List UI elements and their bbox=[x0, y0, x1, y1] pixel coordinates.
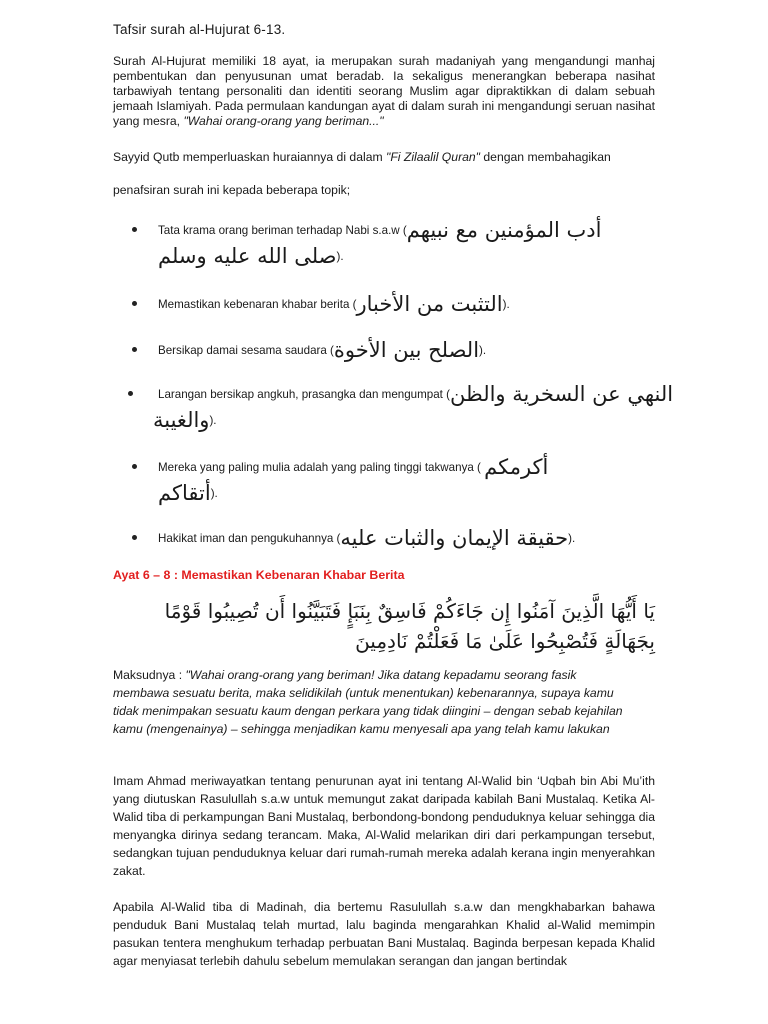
list-item-arabic-continued: أتقاكم bbox=[158, 481, 211, 505]
list-item-text: Bersikap damai sesama saudara ( bbox=[158, 344, 334, 357]
verse-line: بِجَهَالَةٍ فَتُصْبِحُوا عَلَىٰ مَا فَعَلْتُمْ نَادِمِينَ bbox=[355, 629, 655, 653]
intro-text: Surah Al-Hujurat memiliki 18 ayat, ia merupakan surah madaniyah yang mengandungi manhaj pembentukan dan penyusunan umat beradab. Ia sekaligus menerangkan beberapa nasihat tarbawiyah tentang personaliti dan identiti seorang Muslim agar dipraktikkan di dalam sebuah jemaah Islamiyah. Pada permulaan kandungan ayat di dalam surah ini mengandungi seruan nasihat yang mesra, bbox=[113, 54, 655, 128]
list-item-close: ). bbox=[336, 250, 344, 263]
translation-text: "Wahai orang-orang yang beriman! Jika datang kepadamu seorang fasik membawa sesuatu berita, maka selidikilah (untuk menentukan) kebenarannya, supaya kamu tidak menimpakan sesuatu kaum dengan perkara yang tidak diingini – dengan sebab kejahilan kamu (mengenainya) – sehingga menjadikan kamu menyesali apa yang telah kamu lakukan bbox=[113, 668, 623, 736]
list-item-arabic: حقيقة الإيمان والثبات عليه bbox=[340, 526, 569, 550]
intro-quote: "Wahai orang-orang yang beriman..." bbox=[183, 114, 384, 128]
list-item-text: Larangan bersikap angkuh, prasangka dan mengumpat ( bbox=[158, 388, 450, 401]
bullet-dot bbox=[132, 227, 137, 232]
verse-translation bbox=[113, 666, 633, 738]
verse-line: يَا أَيُّهَا الَّذِينَ آمَنُوا إِن جَاءَكُمْ فَاسِقٌ بِنَبَإٍ فَتَبَيَّنُوا أَن تُصِيبُوا قَوْمًا bbox=[164, 599, 655, 623]
list-item-arabic: الصلح بين الأخوة bbox=[333, 338, 480, 362]
document-title: Tafsir surah al-Hujurat 6-13. bbox=[113, 22, 286, 37]
sayyid-paragraph bbox=[113, 150, 655, 165]
apabila-paragraph: Apabila Al-Walid tiba di Madinah, dia bertemu Rasulullah s.a.w dan mengkhabarkan bahawa penduduk Bani Mustalaq telah murtad, lalu baginda mengarahkan Khalid al-Walid memimpin pasukan tentera menghukum terhadap perbuatan Bani Mustalaq. Baginda berpesan kepada Khalid agar menyiasat terlebih dahulu sebelum memulakan serangan dan jangan bertindak bbox=[113, 900, 655, 968]
list-item-text: Mereka yang paling mulia adalah yang paling tinggi takwanya ( bbox=[158, 461, 485, 474]
list-item-arabic-continued: والغيبة bbox=[153, 408, 210, 432]
bullet-dot bbox=[132, 464, 137, 469]
bullet-dot bbox=[128, 391, 133, 396]
list-item-arabic-continued: صلى الله عليه وسلم bbox=[158, 244, 337, 268]
list-item-close: ). bbox=[210, 487, 218, 500]
sayyid-paragraph-line2: penafsiran surah ini kepada beberapa topik; bbox=[113, 183, 351, 197]
bullet-dot bbox=[132, 535, 137, 540]
list-item-arabic: التثبت من الأخبار bbox=[356, 292, 503, 316]
list-item-text: Tata krama orang beriman terhadap Nabi s.a.w ( bbox=[158, 224, 407, 237]
section-heading: Ayat 6 – 8 : Memastikan Kebenaran Khabar Berita bbox=[113, 568, 405, 582]
sayyid-before: Sayyid Qutb memperluaskan huraiannya di dalam bbox=[113, 150, 387, 164]
list-item-close: ). bbox=[479, 344, 487, 357]
bullet-dot bbox=[132, 301, 137, 306]
list-item-close: ). bbox=[209, 414, 217, 427]
list-item-arabic: أدب المؤمنين مع نبيهم bbox=[406, 218, 602, 242]
list-item-close: ). bbox=[568, 532, 576, 545]
book-title: "Fi Zilaalil Quran" bbox=[386, 150, 481, 164]
list-item-arabic: النهي عن السخرية والظن bbox=[449, 382, 674, 406]
list-item-close: ). bbox=[502, 298, 510, 311]
list-item-text: Hakikat iman dan pengukuhannya ( bbox=[158, 532, 341, 545]
list-item-arabic: أكرمكم bbox=[484, 455, 549, 479]
imam-ahmad-paragraph: Imam Ahmad meriwayatkan tentang penurunan ayat ini tentang Al-Walid bin ‘Uqbah bin Abi Mu’ith yang diutuskan Rasulullah s.a.w untuk memungut zakat daripada kabilah Bani Mustalaq. Ketika Al-Walid tiba di perkampungan Bani Mustalaq, berbondong-bondong penduduknya keluar sehingga dia menyangka dirinya sedang terancam. Maka, Al-Walid melarikan diri dari perkampungan tersebut, sedangkan tujuan penduduknya keluar dari rumah-rumah mereka adalah kerana ingin menyerahkan zakat. bbox=[113, 774, 655, 878]
bullet-dot bbox=[132, 347, 137, 352]
sayyid-after: dengan membahagikan bbox=[480, 150, 611, 164]
translation-lead: Maksudnya : bbox=[113, 668, 186, 682]
intro-paragraph bbox=[113, 54, 655, 129]
quran-verse bbox=[95, 596, 655, 656]
list-item-text: Memastikan kebenaran khabar berita ( bbox=[158, 298, 357, 311]
